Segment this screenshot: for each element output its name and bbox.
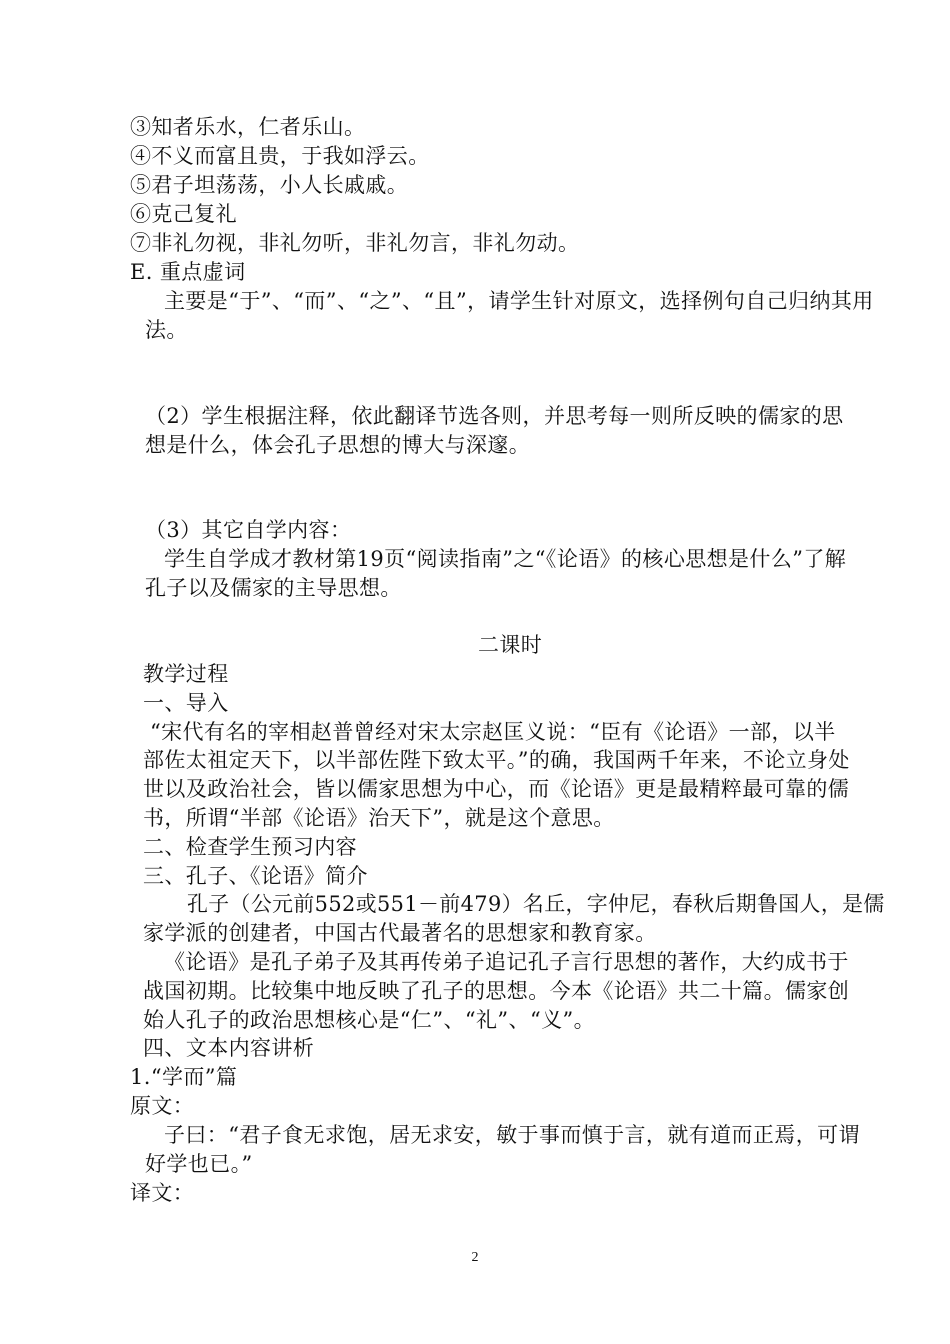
text-line: “宋代有名的宰相赵普曾经对宋太宗赵匡义说：“臣有《论语》一部，以半 <box>150 720 836 744</box>
section-heading: 一、导入 <box>143 691 229 715</box>
text-line: ⑥克己复礼 <box>130 202 237 226</box>
section-heading: 1.“学而”篇 <box>130 1065 238 1089</box>
text-line: ③知者乐水，仁者乐山。 <box>130 115 366 139</box>
text-line: 学生自学成才教材第19页“阅读指南”之“《论语》的核心思想是什么”了解 <box>164 547 847 571</box>
text-line: 战国初期。比较集中地反映了孔子的思想。今本《论语》共二十篇。儒家创 <box>143 979 850 1003</box>
text-line: ④不义而富且贵，于我如浮云。 <box>130 144 430 168</box>
text-line: 孔子以及儒家的主导思想。 <box>145 576 402 600</box>
section-heading: 三、孔子、《论语》简介 <box>143 864 368 888</box>
section-heading: 二、检查学生预习内容 <box>143 835 357 859</box>
text-line: 想是什么，体会孔子思想的博大与深邃。 <box>145 433 531 457</box>
text-line: 孔子（公元前552或551－前479）名丘，字仲尼，春秋后期鲁国人，是儒 <box>187 892 885 916</box>
section-heading: 教学过程 <box>143 662 229 686</box>
section-heading: E. 重点虚词 <box>130 260 246 284</box>
text-line: 原文： <box>130 1094 195 1118</box>
text-line: 主要是“于”、“而”、“之”、“且”，请学生针对原文，选择例句自己归纳其用 <box>164 289 874 313</box>
text-line: 部佐太祖定天下，以半部佐陛下致太平。”的确，我国两千年来，不论立身处 <box>143 748 850 772</box>
page-number: 2 <box>471 1250 479 1265</box>
text-line: 家学派的创建者，中国古代最著名的思想家和教育家。 <box>143 921 657 945</box>
text-line: 好学也已。” <box>145 1152 253 1176</box>
text-line: （3）其它自学内容： <box>145 518 352 542</box>
section-heading: 四、文本内容讲析 <box>143 1036 315 1060</box>
text-line: 始人孔子的政治思想核心是“仁”、“礼”、“义”。 <box>143 1008 596 1032</box>
text-line: 《论语》是孔子弟子及其再传弟子追记孔子言行思想的著作，大约成书于 <box>164 950 849 974</box>
text-line: 译文： <box>130 1181 195 1205</box>
lesson-title: 二课时 <box>478 633 543 657</box>
text-line: 子曰：“君子食无求饱，居无求安，敏于事而慎于言，就有道而正焉，可谓 <box>164 1123 860 1147</box>
text-line: 书，所谓“半部《论语》治天下”，就是这个意思。 <box>143 806 615 830</box>
text-line: ⑤君子坦荡荡，小人长戚戚。 <box>130 173 409 197</box>
text-line: 法。 <box>145 318 188 342</box>
text-line: （2）学生根据注释，依此翻译节选各则，并思考每一则所反映的儒家的思 <box>145 404 844 428</box>
text-line: 世以及政治社会，皆以儒家思想为中心，而《论语》更是最精粹最可靠的儒 <box>143 777 850 801</box>
text-line: ⑦非礼勿视，非礼勿听，非礼勿言，非礼勿动。 <box>130 231 580 255</box>
